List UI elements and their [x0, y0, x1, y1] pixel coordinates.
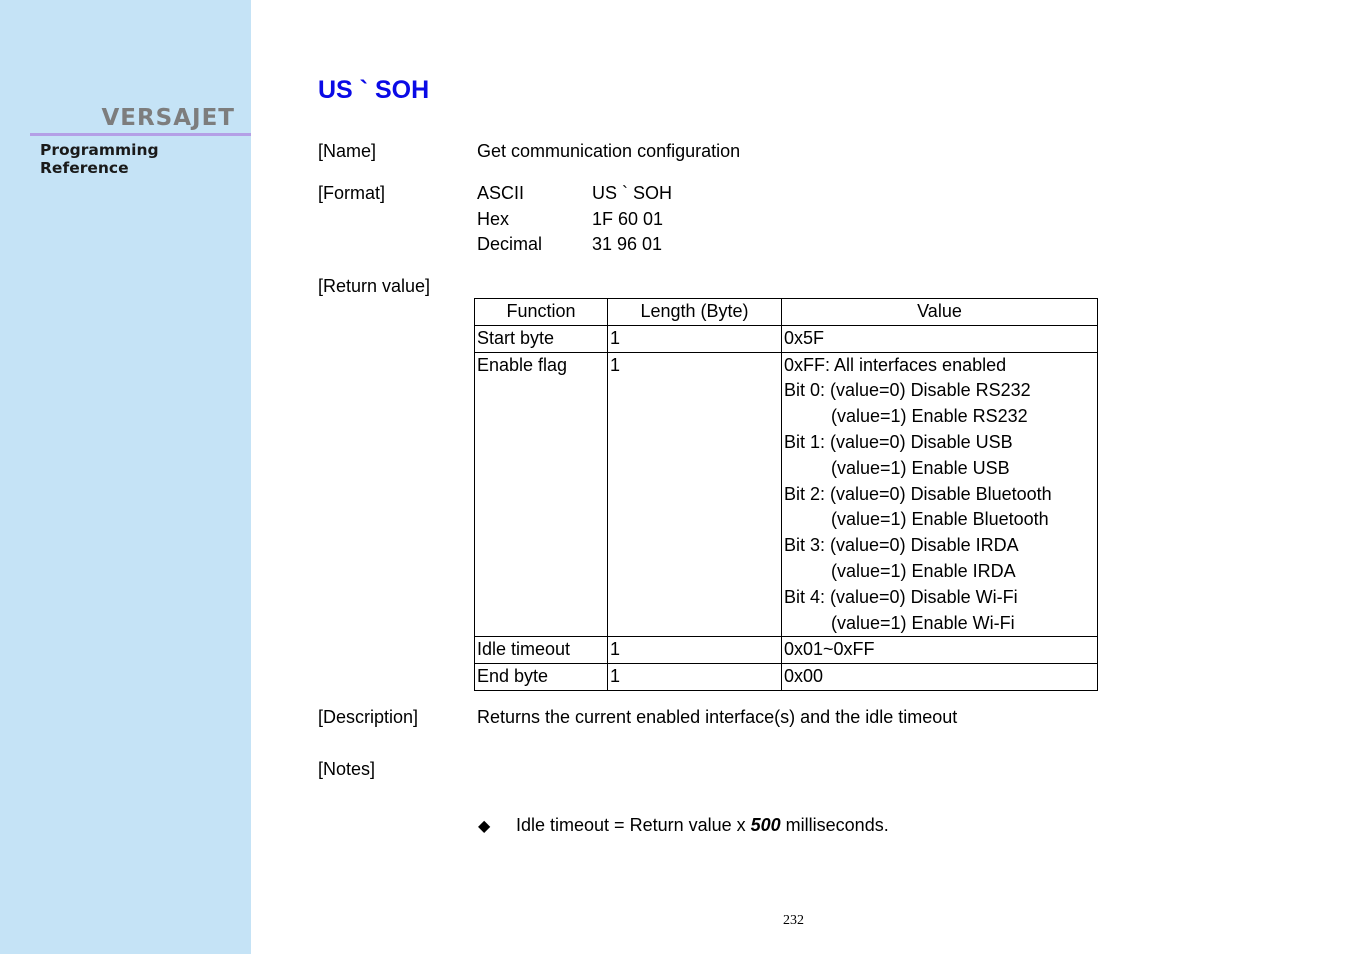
document-subtitle: Programming Reference [40, 141, 159, 177]
page-number: 232 [783, 913, 804, 928]
format-kind-decimal: Decimal [477, 234, 543, 254]
bullet-text-emphasis: 500 [750, 815, 781, 835]
value-line: (value=1) Enable USB [831, 457, 1010, 478]
cell-function: Enable flag [475, 352, 608, 637]
brand-logo: VERSAJET [101, 105, 235, 131]
table-row [475, 352, 1098, 637]
cell-value: 0x5F [782, 325, 1098, 352]
cell-function: Idle timeout [475, 637, 608, 664]
cell-value [782, 352, 1098, 637]
return-value-table [474, 298, 1098, 691]
value-line: Bit 3: (value=0) Disable IRDA [784, 535, 1019, 556]
cell-function: Start byte [475, 325, 608, 352]
return-value-label: [Return value] [318, 276, 431, 296]
value-line: (value=1) Enable Wi-Fi [831, 612, 1015, 633]
sidebar [0, 0, 251, 954]
format-code-ascii: US ` SOH [592, 183, 673, 203]
format-kind-hex: Hex [477, 209, 510, 229]
cell-value: 0x01~0xFF [782, 637, 1098, 664]
cell-length: 1 [608, 637, 782, 664]
table-row [475, 664, 1098, 691]
cell-value: 0x00 [782, 664, 1098, 691]
format-code-decimal: 31 96 01 [592, 234, 663, 254]
brand-divider [30, 133, 251, 136]
value-line: (value=1) Enable Bluetooth [831, 509, 1049, 530]
value-line: Bit 4: (value=0) Disable Wi-Fi [784, 586, 1018, 607]
column-header-function: Function [475, 299, 608, 326]
bullet-text-prefix: Idle timeout = Return value x [516, 815, 751, 835]
format-code-hex: 1F 60 01 [592, 209, 664, 229]
column-header-value: Value [782, 299, 1098, 326]
cell-function: End byte [475, 664, 608, 691]
cell-length: 1 [608, 325, 782, 352]
table-row [475, 637, 1098, 664]
value-line: Bit 0: (value=0) Disable RS232 [784, 380, 1031, 401]
page-title: US ` SOH [318, 76, 430, 104]
value-line: Bit 2: (value=0) Disable Bluetooth [784, 483, 1052, 504]
value-line: 0xFF: All interfaces enabled [784, 354, 1007, 375]
bullet-text-suffix: milliseconds. [780, 815, 889, 835]
name-label: [Name] [318, 141, 377, 161]
value-line: Bit 1: (value=0) Disable USB [784, 431, 1013, 452]
diamond-bullet-icon: ◆ [478, 818, 491, 835]
notes-bullet [478, 815, 889, 836]
value-line: (value=1) Enable RS232 [831, 406, 1028, 427]
cell-length: 1 [608, 352, 782, 637]
table-header-row [475, 299, 1098, 326]
column-header-length: Length (Byte) [608, 299, 782, 326]
table-row [475, 325, 1098, 352]
format-kind-ascii: ASCII [477, 183, 525, 203]
format-label: [Format] [318, 183, 386, 203]
cell-length: 1 [608, 664, 782, 691]
name-value: Get communication configuration [477, 141, 741, 161]
notes-label: [Notes] [318, 759, 376, 779]
description-value: Returns the current enabled interface(s) and the idle timeout [477, 707, 958, 727]
value-line: (value=1) Enable IRDA [831, 560, 1016, 581]
description-label: [Description] [318, 707, 419, 727]
